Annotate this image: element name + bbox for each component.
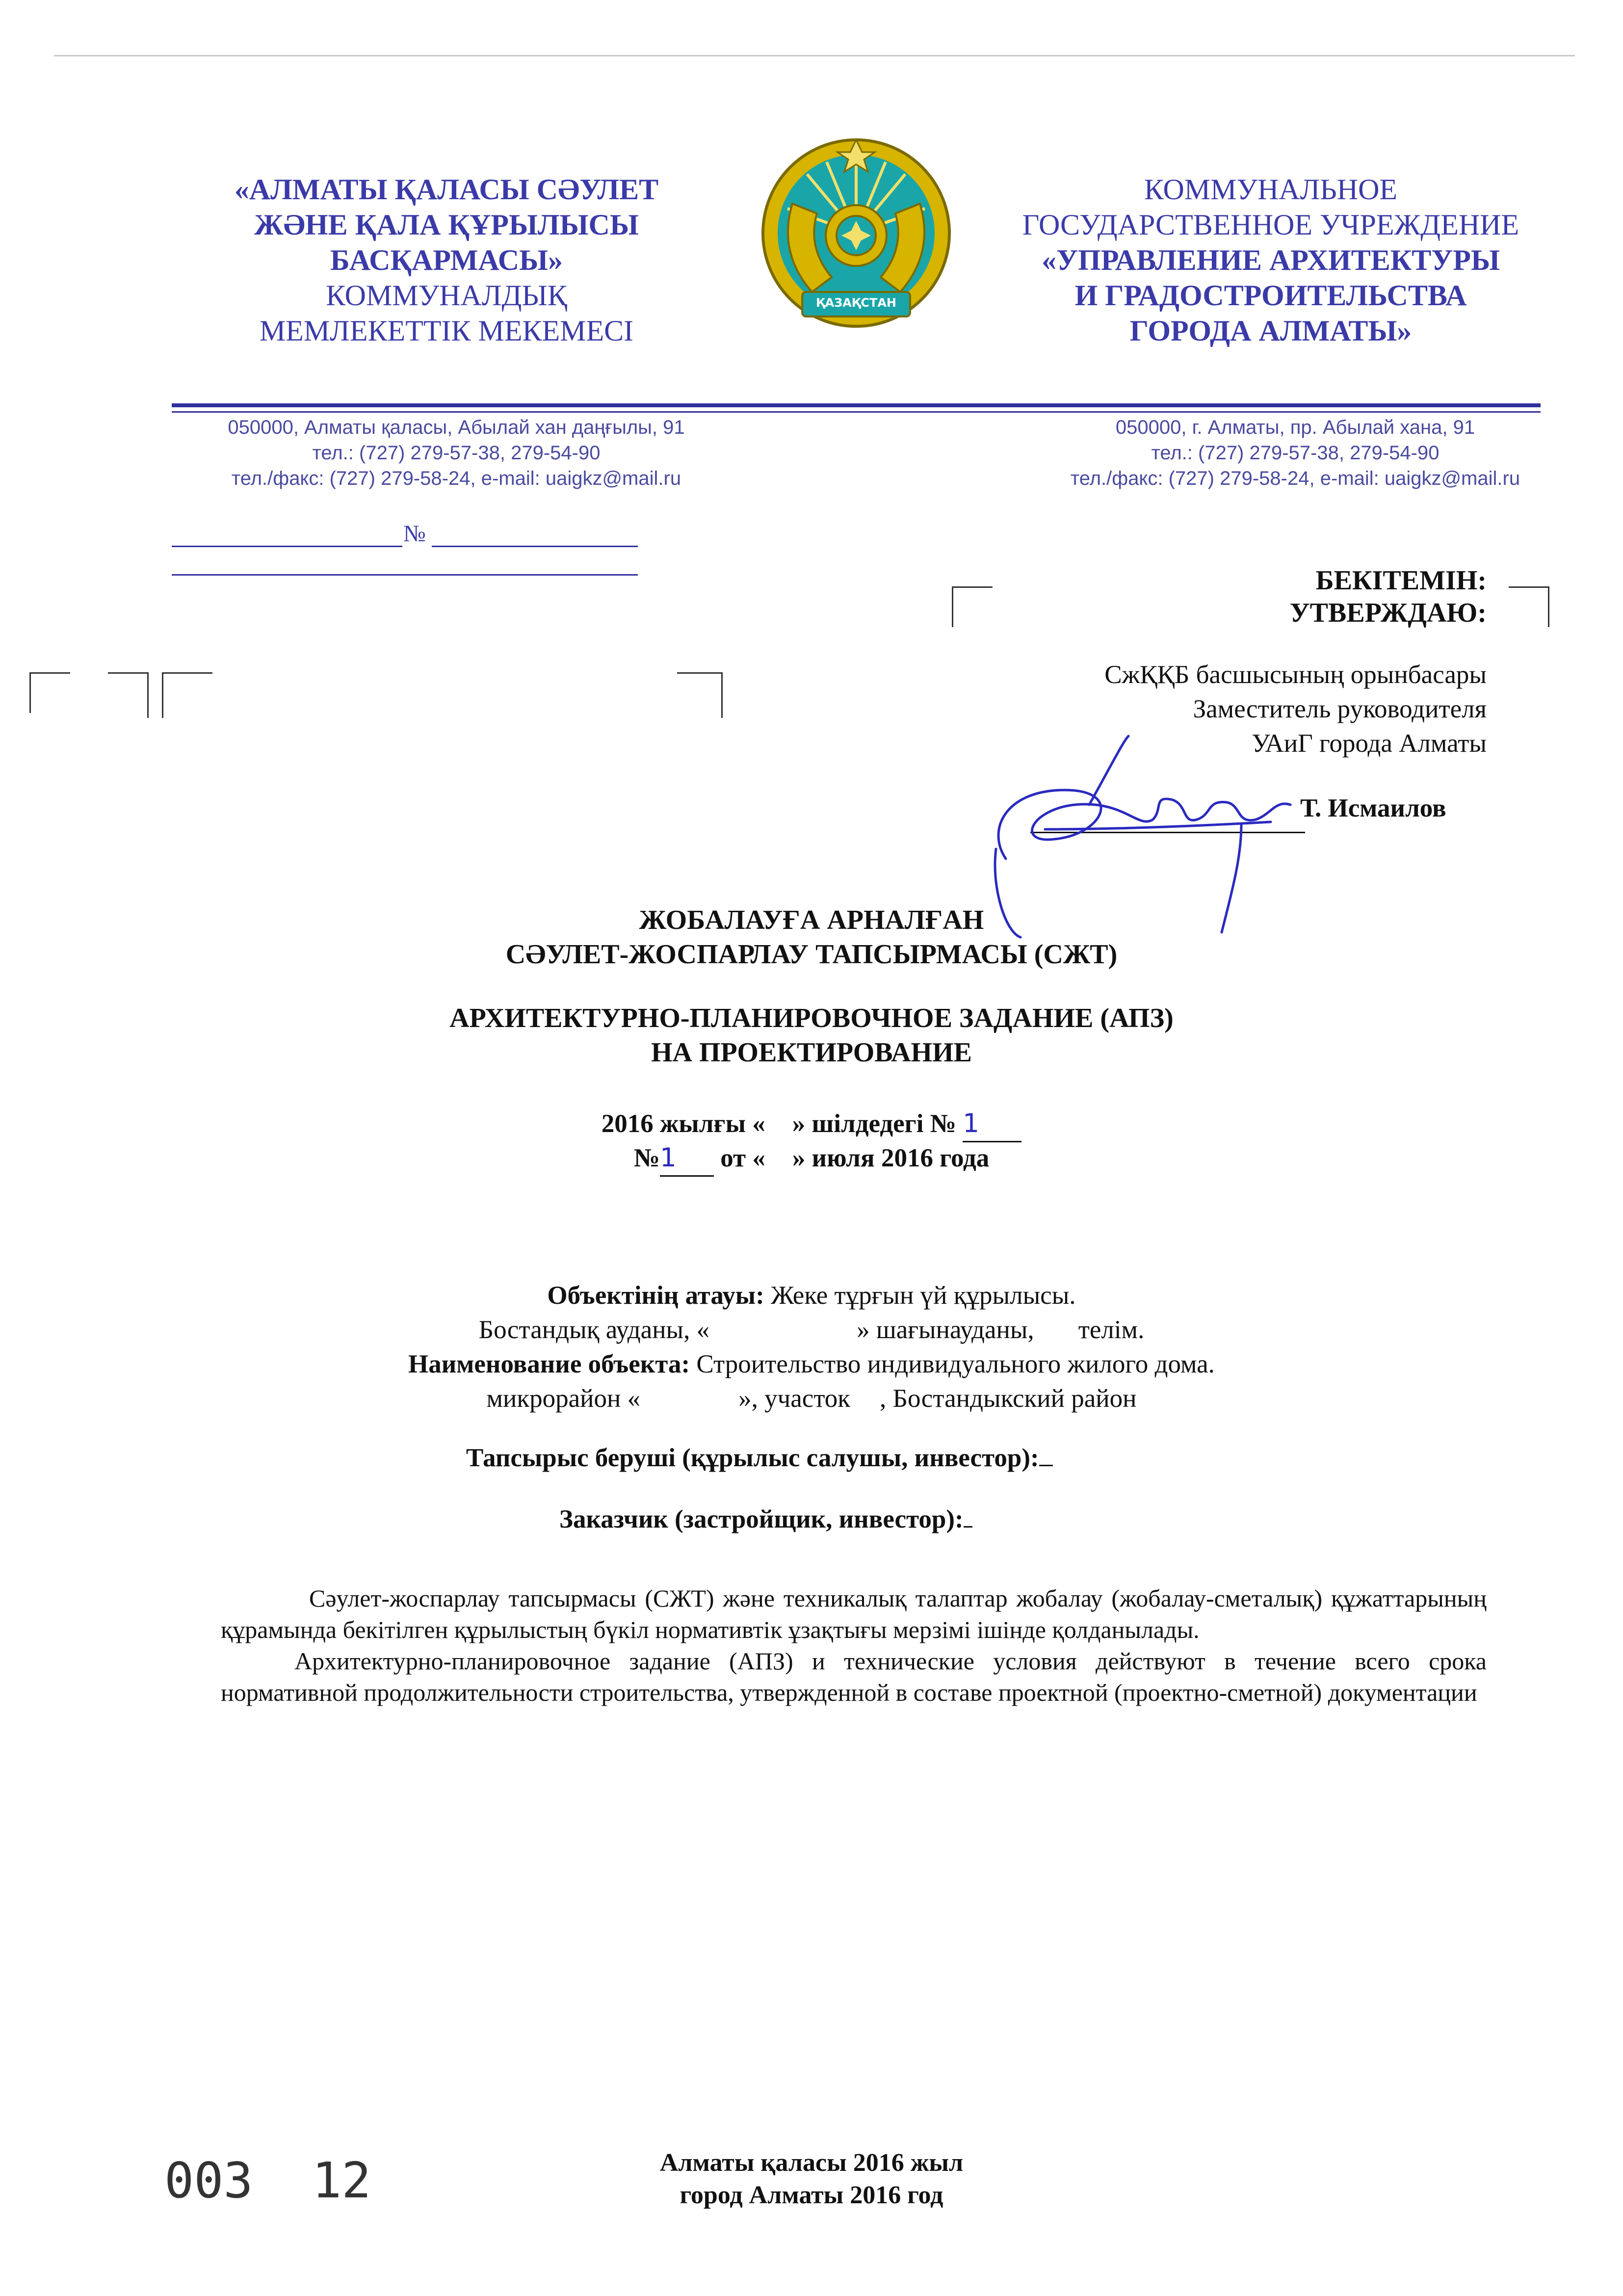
scan-edge-line xyxy=(54,55,1575,56)
object-name-ru xyxy=(0,1347,1623,1381)
header-rule-thin xyxy=(172,411,1541,413)
approval-heading xyxy=(1128,564,1487,629)
state-emblem xyxy=(758,130,954,341)
crop-mark xyxy=(952,586,993,627)
reg-date-field xyxy=(172,546,402,547)
body-paragraph-ru: Архитектурно-планировочное задание (АПЗ) и технические условия действуют в течение всего срока нормативной продолжительности строительства, утвержденной в составе проектной (проектно-сметной) документации xyxy=(221,1647,1487,1706)
customer-kz-field xyxy=(1039,1440,1053,1466)
district-kz-post: телім. xyxy=(1078,1316,1145,1344)
title-kz-line-1: ЖОБАЛАУҒА АРНАЛҒАН xyxy=(639,905,984,935)
header-rule-thick xyxy=(172,403,1541,407)
kz-header-line: БАСҚАРМАСЫ» xyxy=(330,244,563,276)
district-kz-pre: Бостандық ауданы, « xyxy=(478,1316,710,1344)
doc-title-ru xyxy=(0,1001,1623,1070)
object-label-ru: Наименование объекта: xyxy=(408,1350,690,1378)
crop-mark xyxy=(29,672,70,713)
signer-position-ru-1: Заместитель руководителя xyxy=(1193,695,1487,723)
reg-number-line xyxy=(172,520,638,550)
date-ru-no: № xyxy=(633,1144,660,1172)
kz-contact-line: тел./факс: (727) 279-58-24, e-mail: uaigkz@mail.ru xyxy=(231,468,681,489)
ru-header-line: ГОРОДА АЛМАТЫ» xyxy=(1129,315,1412,347)
ru-header xyxy=(991,172,1550,348)
page-stamp-number: 003 12 xyxy=(164,2152,371,2209)
title-kz-line-2: СӘУЛЕТ-ЖОСПАРЛАУ ТАПСЫРМАСЫ (СЖТ) xyxy=(505,939,1118,970)
crop-mark xyxy=(1509,586,1549,627)
footer-place xyxy=(0,2147,1623,2212)
crop-mark xyxy=(162,672,212,718)
micro-ru-post: , Бостандыкский район xyxy=(880,1384,1137,1413)
kz-header-line: ЖӘНЕ ҚАЛА ҚҰРЫЛЫСЫ xyxy=(254,209,639,241)
reg-number-field xyxy=(432,546,638,547)
customer-kz-label: Тапсырыс беруші (құрылыс салушы, инвестор): xyxy=(466,1444,1039,1472)
approve-ru: УТВЕРЖДАЮ: xyxy=(1289,598,1487,628)
date-ru-mid: от « xyxy=(720,1144,765,1172)
title-ru-line-1: АРХИТЕКТУРНО-ПЛАНИРОВОЧНОЕ ЗАДАНИЕ (АПЗ) xyxy=(449,1003,1174,1033)
ru-header-line: ГОСУДАРСТВЕННОЕ УЧРЕЖДЕНИЕ xyxy=(1022,209,1519,241)
title-ru-line-2: НА ПРОЕКТИРОВАНИЕ xyxy=(651,1037,972,1068)
kz-contact-line: тел.: (727) 279-57-38, 279-54-90 xyxy=(312,442,601,464)
handwritten-number-ru: 1 xyxy=(660,1141,714,1177)
customer-ru-label: Заказчик (застройщик, инвестор): xyxy=(559,1505,964,1533)
date-line-ru xyxy=(0,1141,1623,1177)
ru-contact-line: 050000, г. Алматы, пр. Абылай хана, 91 xyxy=(1115,417,1475,438)
object-label-kz: Объектінің атауы: xyxy=(547,1281,764,1310)
ru-header-line: «УПРАВЛЕНИЕ АРХИТЕКТУРЫ xyxy=(1042,244,1500,276)
object-micro-ru xyxy=(0,1381,1623,1416)
ru-contact-line: тел./факс: (727) 279-58-24, e-mail: uaigkz@mail.ru xyxy=(1070,468,1520,489)
kz-header-line: МЕМЛЕКЕТТІК МЕКЕМЕСІ xyxy=(259,315,634,347)
ru-header-line: КОММУНАЛЬНОЕ xyxy=(1144,173,1398,206)
customer-kz xyxy=(466,1440,1053,1473)
footer-ru: город Алматы 2016 год xyxy=(680,2181,943,2209)
object-district-kz xyxy=(0,1313,1623,1347)
footer-kz: Алматы қаласы 2016 жыл xyxy=(659,2149,964,2177)
date-kz-pre: 2016 жылғы « xyxy=(601,1109,765,1138)
emblem-label: ҚАЗАҚСТАН xyxy=(815,296,897,310)
date-kz-mid: » шілдедегі № xyxy=(792,1109,956,1138)
crop-mark xyxy=(677,672,723,718)
object-value-ru: Строительство индивидуального жилого дома. xyxy=(696,1350,1215,1378)
number-sign: № xyxy=(403,521,426,547)
micro-ru-pre: микрорайон « xyxy=(486,1384,641,1413)
kz-header-line: КОММУНАЛДЫҚ xyxy=(326,279,567,312)
handwritten-number-kz: 1 xyxy=(963,1107,1021,1142)
ru-header-line: И ГРАДОСТРОИТЕЛЬСТВА xyxy=(1074,279,1467,312)
district-kz-mid: » шағынауданы, xyxy=(857,1316,1034,1344)
kz-header-line: «АЛМАТЫ ҚАЛАСЫ СӘУЛЕТ xyxy=(234,173,659,206)
micro-ru-mid: », участок xyxy=(738,1384,851,1413)
crop-mark xyxy=(108,672,149,718)
doc-title-kz xyxy=(0,903,1623,972)
date-ru-post: » июля 2016 года xyxy=(792,1144,990,1172)
object-value-kz: Жеке тұрғын үй құрылысы. xyxy=(771,1281,1076,1310)
ru-contact xyxy=(1021,415,1570,491)
customer-ru-field xyxy=(964,1502,972,1528)
date-line-kz xyxy=(0,1107,1623,1142)
reg-second-line xyxy=(172,574,638,576)
signer-name: Т. Исмаилов xyxy=(1300,794,1446,822)
signer-position-kz: СжҚҚБ басшысының орынбасары xyxy=(1104,660,1487,689)
ru-contact-line: тел.: (727) 279-57-38, 279-54-90 xyxy=(1151,442,1440,464)
kz-contact-line: 050000, Алматы қаласы, Абылай хан даңғылы, 91 xyxy=(228,417,685,438)
approve-kz: БЕКІТЕМІН: xyxy=(1315,565,1487,596)
kz-contact xyxy=(177,415,736,491)
customer-ru xyxy=(559,1502,972,1534)
kz-header xyxy=(206,172,687,348)
body-paragraph-kz: Сәулет-жоспарлау тапсырмасы (СЖТ) және техникалық талаптар жобалау (жобалау-сметалық) құжаттарының құрамында бекітілген құрылыстың бүкіл нормативтік ұзақтығы мерзімі ішінде қолданылады. xyxy=(221,1584,1487,1643)
signer-position-ru-2: УАиГ города Алматы xyxy=(1252,729,1487,758)
object-name-kz xyxy=(0,1278,1623,1313)
